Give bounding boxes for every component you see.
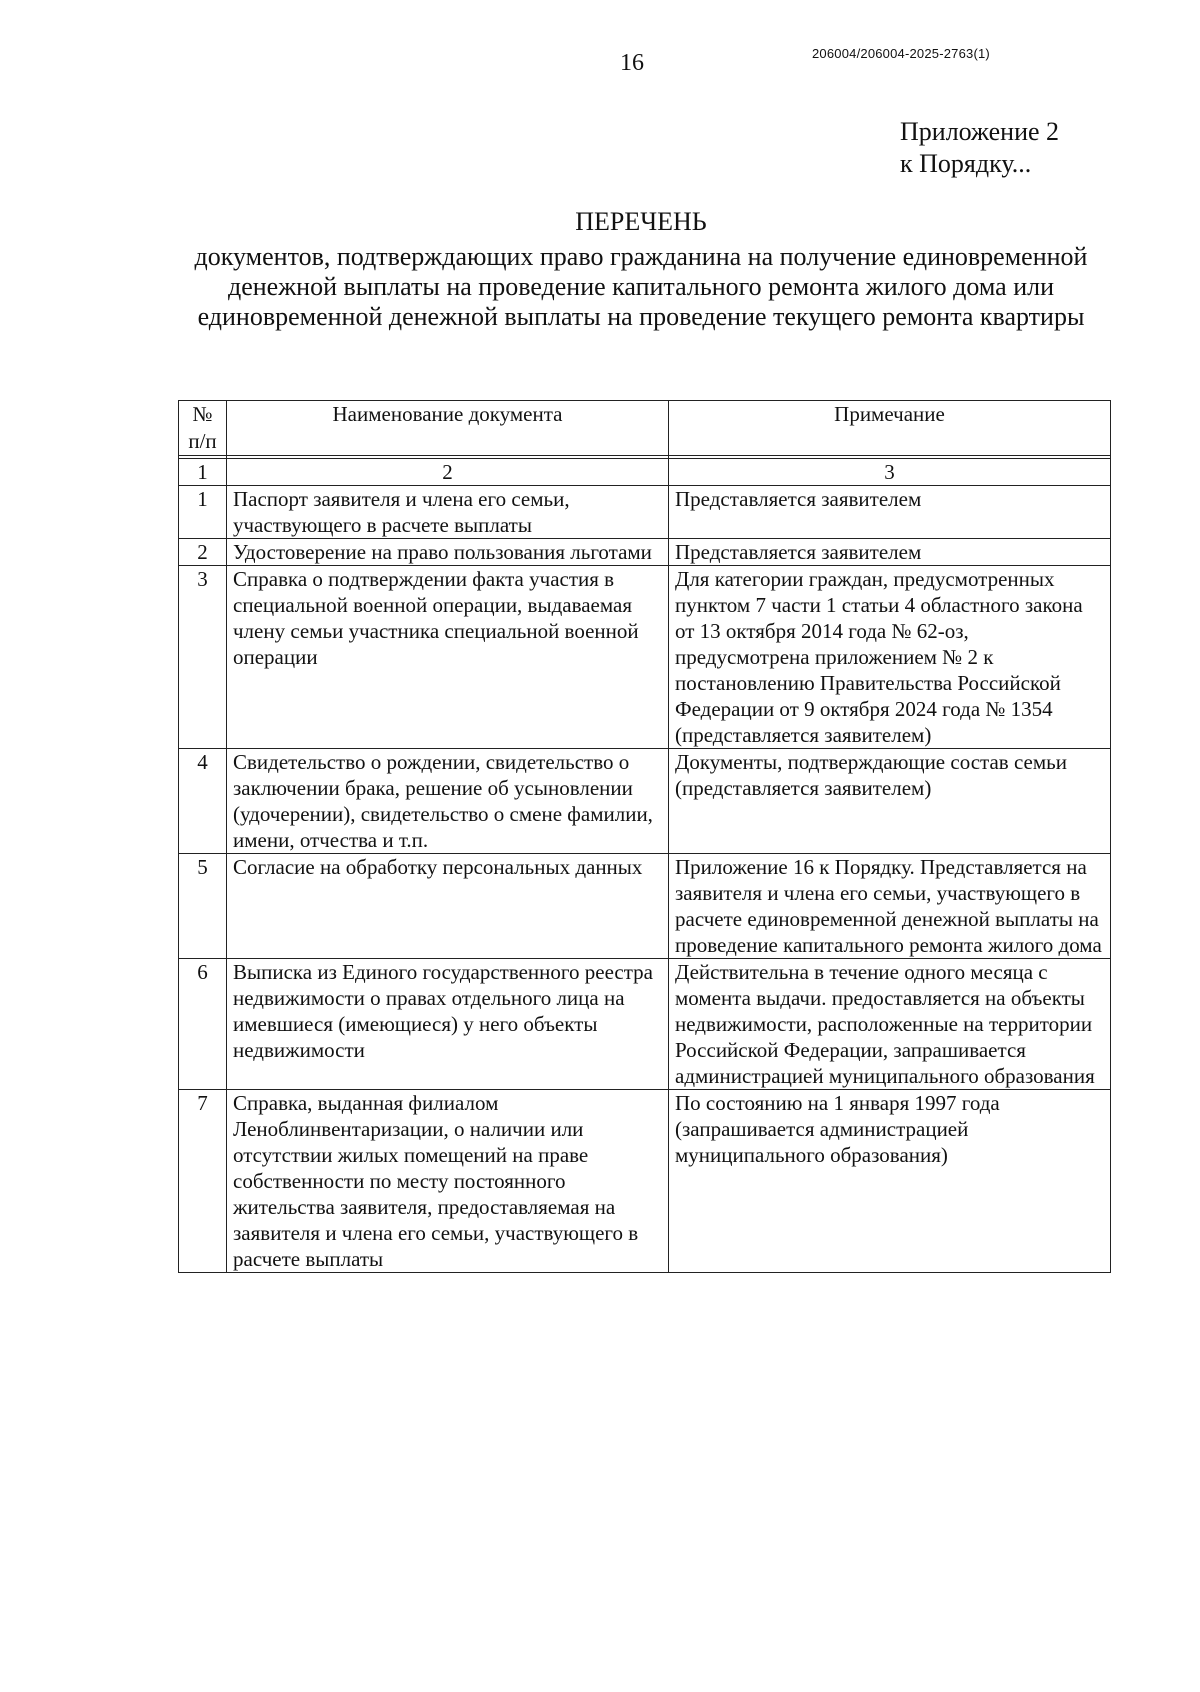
row-note: Документы, подтверждающие состав семьи (представляется заявителем) — [669, 749, 1111, 854]
table-row — [179, 1090, 1111, 1273]
table-row — [179, 749, 1111, 854]
row-note: Представляется заявителем — [669, 539, 1111, 566]
table-row — [179, 486, 1111, 539]
appendix-line-2: к Порядку... — [900, 149, 1032, 178]
row-document: Паспорт заявителя и члена его семьи, участвующего в расчете выплаты — [227, 486, 669, 539]
appendix-label — [900, 116, 1059, 180]
row-number: 5 — [179, 854, 227, 959]
row-note: По состоянию на 1 января 1997 года (запрашивается администрацией муниципального образования) — [669, 1090, 1111, 1273]
header-document: Наименование документа — [227, 401, 669, 456]
document-title: ПЕРЕЧЕНЬ — [575, 207, 707, 236]
appendix-line-1: Приложение 2 — [900, 117, 1060, 146]
row-document: Согласие на обработку персональных данных — [227, 854, 669, 959]
row-note: Представляется заявителем — [669, 486, 1111, 539]
header-number — [179, 401, 227, 456]
table-header-row — [179, 401, 1111, 456]
row-number: 3 — [179, 566, 227, 749]
row-note: Приложение 16 к Порядку. Представляется на заявителя и члена его семьи, участвующего в расчете единовременной денежной выплаты на проведение капитального ремонта жилого дома — [669, 854, 1111, 959]
column-number: 3 — [669, 459, 1111, 486]
row-document: Свидетельство о рождении, свидетельство о заключении брака, решение об усыновлении (удочерении), свидетельство о смене фамилии, имени, отчества и т.п. — [227, 749, 669, 854]
row-document: Справка, выданная филиалом Леноблинвентаризации, о наличии или отсутствии жилых помещений на праве собственности по месту постоянного жительства заявителя, предоставляемая на заявителя и члена его семьи, участвующего в расчете выплаты — [227, 1090, 669, 1273]
column-number: 1 — [179, 459, 227, 486]
row-number: 7 — [179, 1090, 227, 1273]
table-row — [179, 854, 1111, 959]
table-row — [179, 959, 1111, 1090]
header-number-symbol: № — [192, 402, 213, 426]
row-note: Действительна в течение одного месяца с момента выдачи. предоставляется на объекты недвижимости, расположенные на территории Российской Федерации, запрашивается администрацией муниципального образования — [669, 959, 1111, 1090]
document-id: 206004/206004-2025-2763(1) — [812, 46, 990, 61]
row-number: 4 — [179, 749, 227, 854]
row-document: Удостоверение на право пользования льготами — [227, 539, 669, 566]
page-number: 16 — [620, 50, 644, 76]
table-row — [179, 566, 1111, 749]
table-row — [179, 539, 1111, 566]
column-number-row — [179, 459, 1111, 486]
row-number: 1 — [179, 486, 227, 539]
row-document: Справка о подтверждении факта участия в специальной военной операции, выдаваемая члену семьи участника специальной военной операции — [227, 566, 669, 749]
row-document: Выписка из Единого государственного реестра недвижимости о правах отдельного лица на имевшиеся (имеющиеся) у него объекты недвижимости — [227, 959, 669, 1090]
row-number: 2 — [179, 539, 227, 566]
document-subtitle: документов, подтверждающих право гражданина на получение единовременной денежной выплаты на проведение капитального ремонта жилого дома или единовременной денежной выплаты на проведение текущего ремонта квартиры — [194, 242, 1088, 331]
column-number: 2 — [227, 459, 669, 486]
header-number-abbr: п/п — [188, 429, 217, 453]
row-note: Для категории граждан, предусмотренных пунктом 7 части 1 статьи 4 областного закона от 13 октября 2014 года № 62-оз, предусмотрена приложением № 2 к постановлению Правительства Российской Федерации от 9 октября 2024 года № 1354 (представляется заявителем) — [669, 566, 1111, 749]
documents-table — [178, 400, 1111, 1273]
header-note: Примечание — [669, 401, 1111, 456]
row-number: 6 — [179, 959, 227, 1090]
